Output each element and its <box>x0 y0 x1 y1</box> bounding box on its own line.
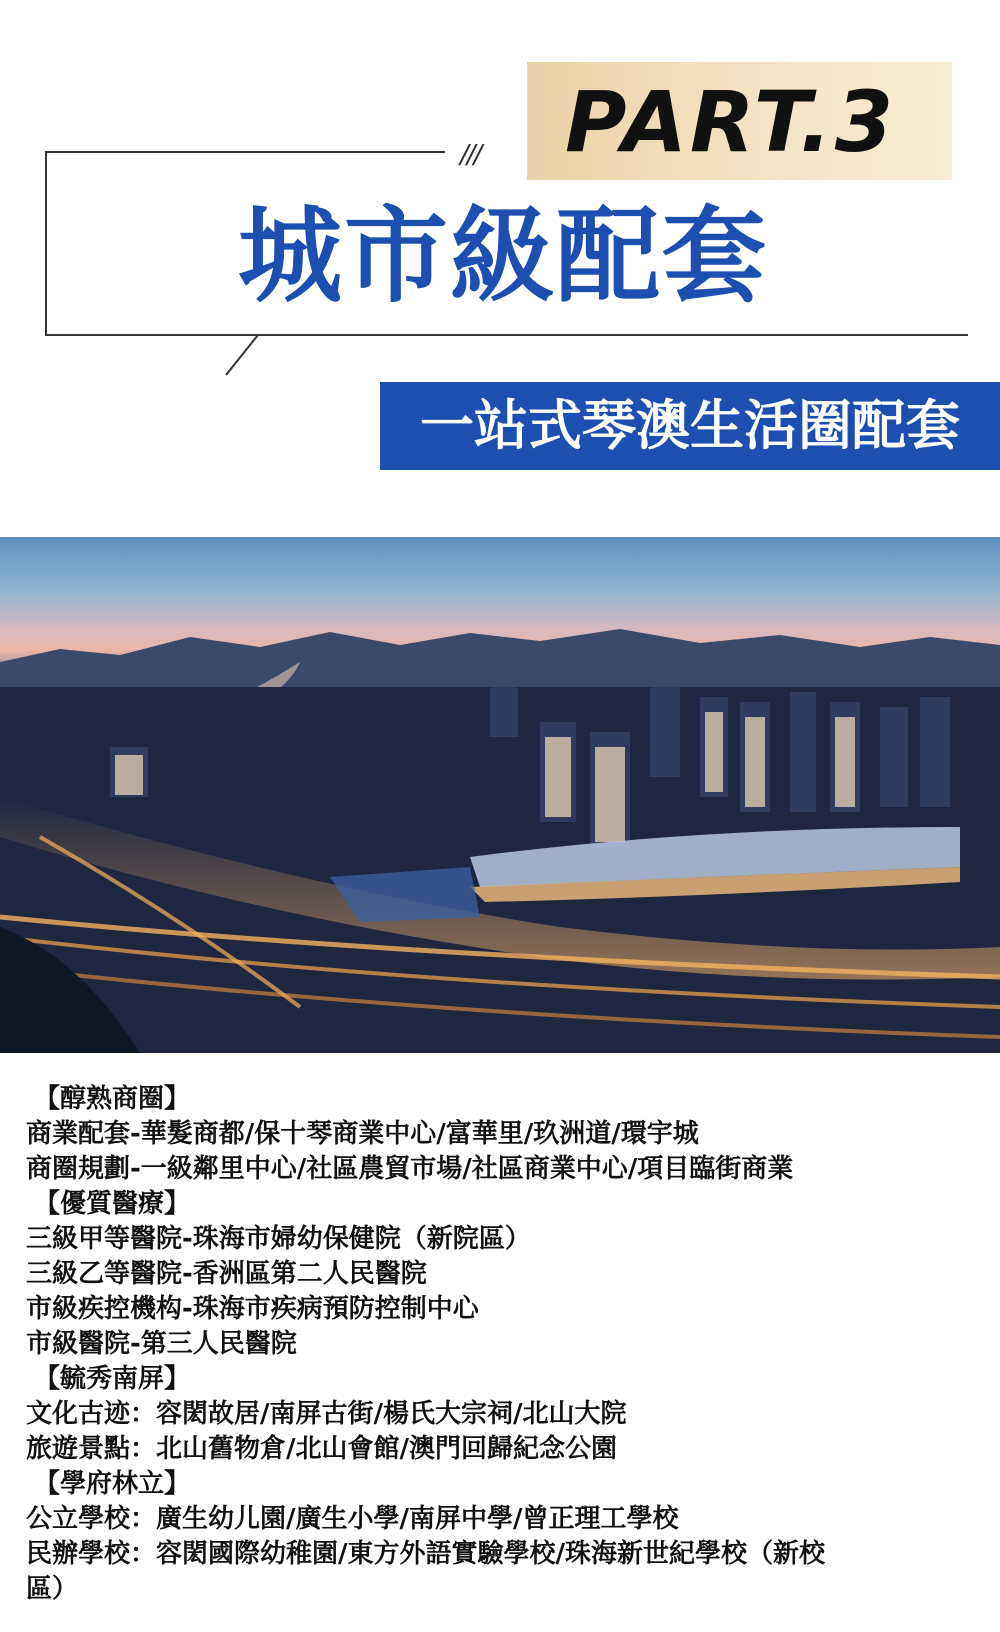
list-item: 旅遊景點：北山舊物倉/北山會館/澳門回歸紀念公園 <box>26 1434 617 1464</box>
section-heading-nanping: 【毓秀南屏】 <box>34 1364 191 1394</box>
page-title: 城市級配套 <box>238 195 769 317</box>
subtitle-banner-text: 一站式琴澳生活圈配套 <box>420 394 960 457</box>
list-item: 三級乙等醫院-香洲區第二人民醫院 <box>26 1259 427 1289</box>
decorative-slashes: /// <box>460 140 481 170</box>
section-heading-schools: 【學府林立】 <box>34 1469 191 1499</box>
city-skyline-illustration <box>0 537 1000 1053</box>
list-item: 文化古迹：容閎故居/南屏古街/楊氏大宗祠/北山大院 <box>26 1399 627 1429</box>
list-item: 區） <box>26 1574 79 1604</box>
amenities-list <box>26 1082 976 1607</box>
section-heading-commercial: 【醇熟商圈】 <box>34 1084 191 1114</box>
list-item: 市級醫院-第三人民醫院 <box>26 1329 297 1359</box>
list-item: 民辦學校：容閎國際幼稚園/東方外語實驗學校/珠海新世紀學校（新校 <box>26 1539 825 1569</box>
list-item: 三級甲等醫院-珠海市婦幼保健院（新院區） <box>26 1224 531 1254</box>
section-heading-medical: 【優質醫療】 <box>34 1189 191 1219</box>
city-night-aerial-photo <box>0 537 1000 1053</box>
list-item: 市級疾控機构-珠海市疾病預防控制中心 <box>26 1294 479 1324</box>
section-header <box>0 0 1000 480</box>
part-label: PART.3 <box>565 73 897 171</box>
list-item: 公立學校：廣生幼儿園/廣生小學/南屏中學/曾正理工學校 <box>26 1504 679 1534</box>
list-item: 商圈規劃-一級鄰里中心/社區農貿市場/社區商業中心/項目臨街商業 <box>26 1154 794 1184</box>
list-item: 商業配套-華髮商都/保十琴商業中心/富華里/玖洲道/環宇城 <box>26 1119 699 1149</box>
